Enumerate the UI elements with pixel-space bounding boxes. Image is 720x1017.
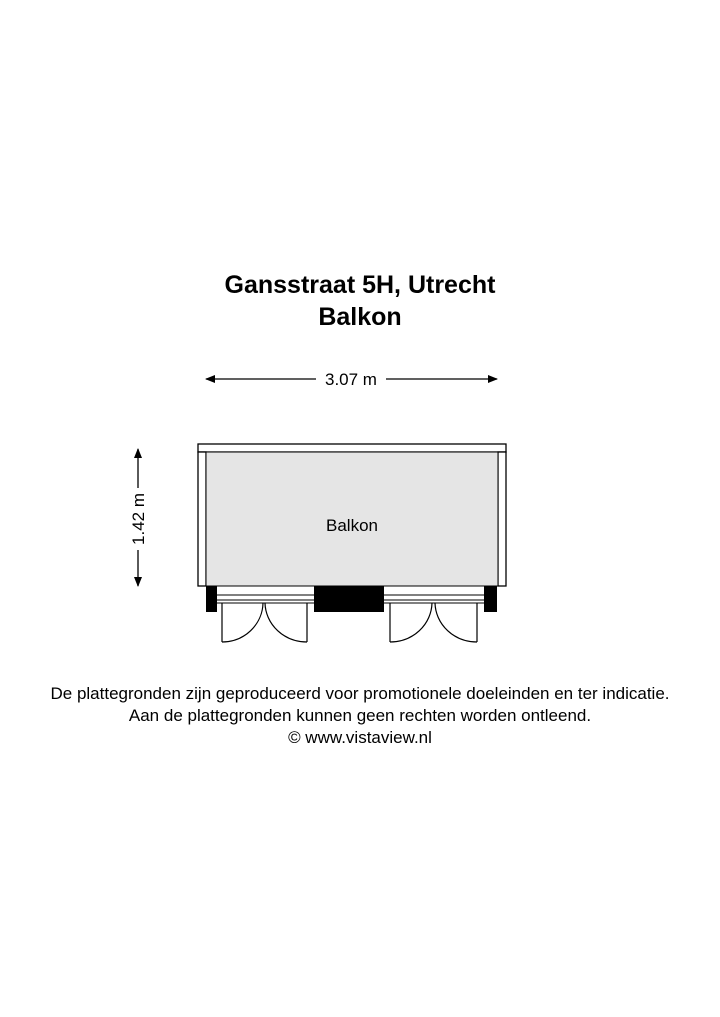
height-dimension-label: 1.42 m xyxy=(129,493,148,545)
door-left-swing-arc-1 xyxy=(222,603,263,642)
balcony-wall-right xyxy=(498,452,506,586)
balcony-wall-left xyxy=(198,452,206,586)
door-right-swing-arc-1 xyxy=(390,603,432,642)
door-left xyxy=(217,595,314,642)
wall-pier-center xyxy=(314,586,384,612)
disclaimer-text: De plattegronden zijn geproduceerd voor promotionele doeleinden en ter indicatie. xyxy=(50,684,670,703)
height-dimension xyxy=(129,449,148,586)
door-left-swing-arc-2 xyxy=(265,603,307,642)
copyright-text: © www.vistaview.nl xyxy=(288,728,432,747)
balcony-railing-top xyxy=(198,444,506,452)
plan-title-address: Gansstraat 5H, Utrecht xyxy=(224,271,496,299)
door-right-swing-arc-2 xyxy=(435,603,477,642)
facade-wall xyxy=(206,586,497,642)
wall-pier-right xyxy=(484,586,497,612)
plan-title-floor: Balkon xyxy=(318,303,402,331)
door-right xyxy=(384,595,484,642)
balcony-room xyxy=(198,444,506,586)
disclaimer-text: Aan de plattegronden kunnen geen rechten worden ontleend. xyxy=(128,706,592,725)
room-label: Balkon xyxy=(326,516,378,535)
width-dimension-label: 3.07 m xyxy=(325,370,377,389)
width-dimension xyxy=(206,370,497,389)
wall-pier-left xyxy=(206,586,217,612)
